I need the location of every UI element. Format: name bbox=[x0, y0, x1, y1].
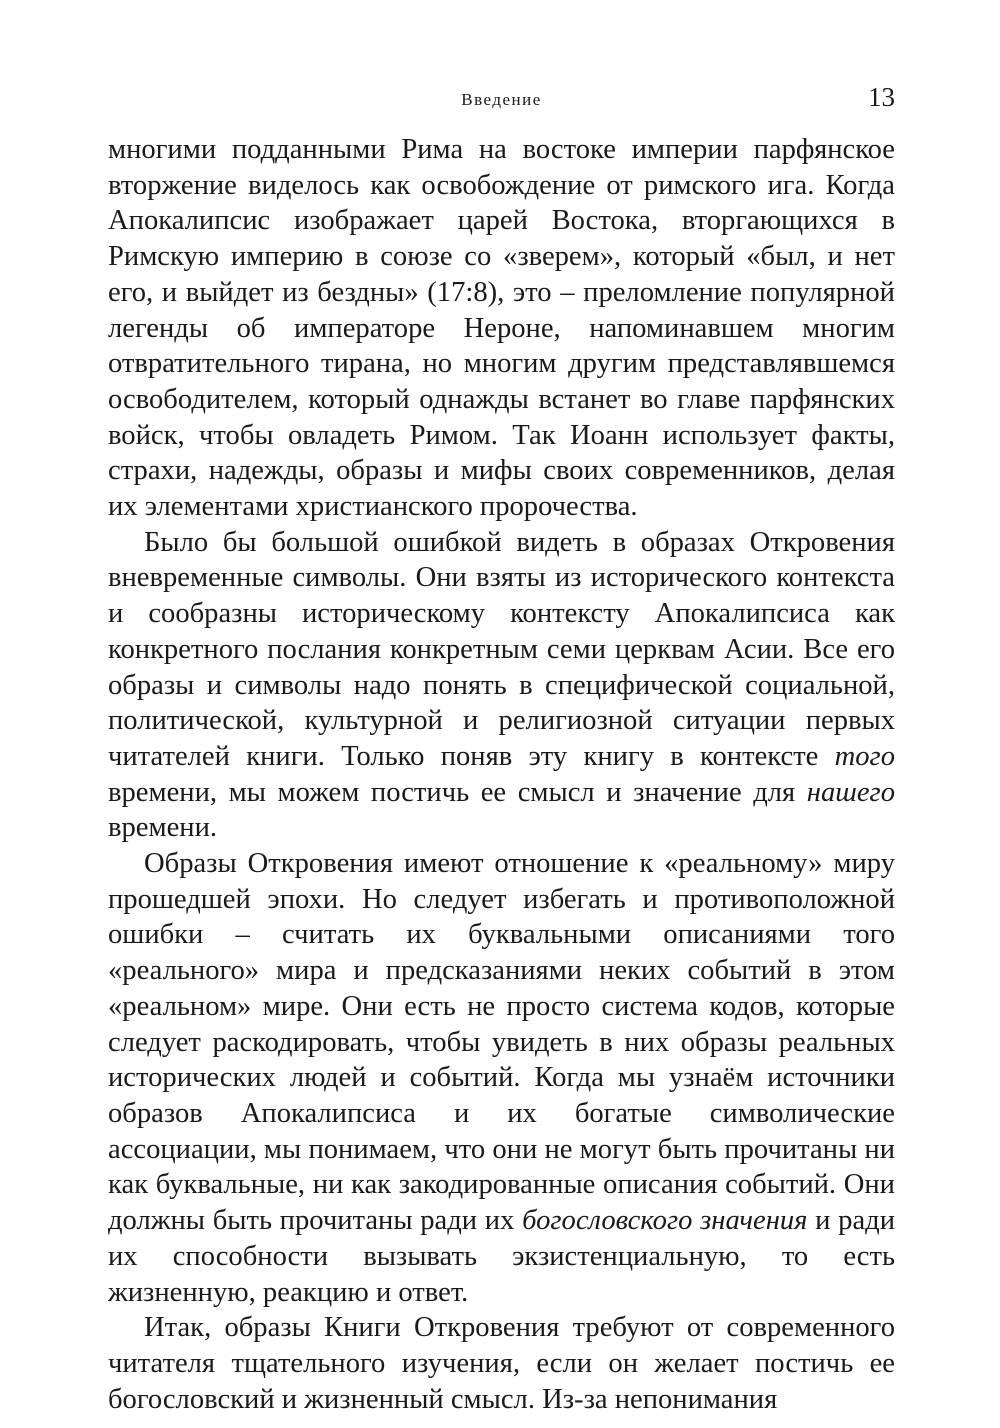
paragraph-3-text-2: и ради их способности вызывать экзистенциальную, то есть жизненную, реакцию и ответ. bbox=[108, 1205, 896, 1308]
paragraph-3 bbox=[108, 846, 895, 1310]
paragraph-2-emphasis-1: того bbox=[834, 740, 895, 772]
paragraph-3-emphasis-1: богословского значения bbox=[522, 1205, 808, 1237]
paragraph-4-text: Итак, образы Книги Откровения требуют от современного читателя тщательного изучения, если он желает постичь ее богословский и жизненный смысл. Из-за непонимания bbox=[108, 1312, 895, 1415]
paragraph-2 bbox=[108, 525, 895, 846]
paragraph-2-text-2: времени, мы можем постичь ее смысл и значение для bbox=[108, 776, 807, 808]
body-text bbox=[108, 132, 895, 1417]
paragraph-3-text-1: Образы Откровения имеют отношение к «реальному» миру прошедшей эпохи. Но следует избегать и противоположной ошибки – считать их буквальными описаниями того «реального» мира и предсказаниями неких событий в этом «реальном» мире. Они есть не просто система кодов, которые следует раскодировать, чтобы увидеть в них образы реальных исторических людей и событий. Когда мы узнаём источники образов Апокалипсиса и их богатые символические ассоциации, мы понимаем, что они не могут быть прочитаны ни как буквальные, ни как закодированные описания событий. Они должны быть прочитаны ради их bbox=[108, 848, 895, 1237]
paragraph-4 bbox=[108, 1310, 895, 1417]
running-header bbox=[108, 78, 895, 132]
paragraph-2-text-1: Было бы большой ошибкой видеть в образах Откровения вневременные символы. Они взяты из исторического контекста и сообразны историческому контексту Апокалипсиса как конкретного послания конкретным семи церквам Асии. Все его образы и символы надо понять в специфической социальной, политической, культурной и религиозной ситуации первых читателей книги. Только поняв эту книгу в контексте bbox=[108, 526, 895, 772]
paragraph-2-emphasis-2: нашего bbox=[806, 776, 895, 808]
paragraph-1-text: многими подданными Рима на востоке империи парфянское вторжение виделось как освобождение от римского ига. Когда Апокалипсис изображает царей Востока, вторгающихся в Римскую империю в союзе со «зверем», который «был, и нет его, и выйдет из бездны» (17:8), это – преломление популярной легенды об императоре Нероне, напоминавшем многим отвратительного тирана, но многим другим представлявшемся освободителем, который однажды встанет во главе парфянских войск, чтобы овладеть Римом. Так Иоанн использует факты, страхи, надежды, образы и мифы своих современников, делая их элементами христианского пророчества. bbox=[108, 134, 895, 523]
section-title: Введение bbox=[461, 90, 542, 109]
paragraph-2-text-3: времени. bbox=[108, 812, 218, 844]
page-number: 13 bbox=[868, 82, 895, 112]
book-page bbox=[108, 78, 895, 1417]
paragraph-1 bbox=[108, 132, 895, 525]
